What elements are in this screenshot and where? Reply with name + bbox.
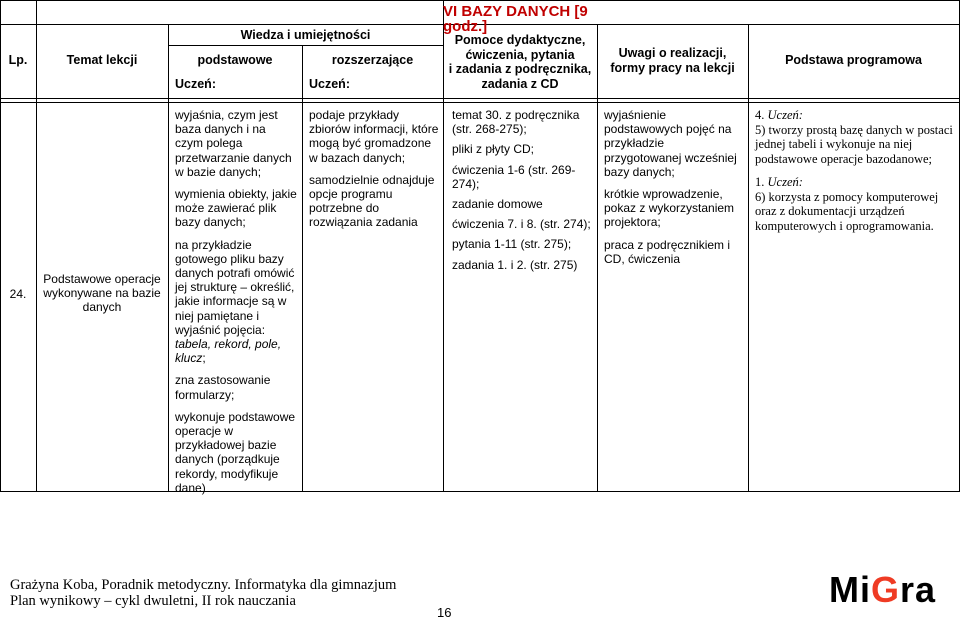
col-header-remarks — [597, 46, 748, 76]
curriculum-student: Uczeń: — [767, 175, 803, 189]
aids-item: zadanie domowe — [452, 197, 543, 212]
basic-item: zna zastosowanie formularzy; — [175, 373, 271, 402]
extended-skills — [309, 108, 439, 238]
col-header-topic: Temat lekcji — [66, 53, 138, 67]
aids-line-2: ćwiczenia, pytania — [465, 47, 575, 62]
col-header-aids — [443, 33, 597, 91]
page-number: 16 — [437, 605, 452, 620]
basic-item: wykonuje podstawowe operacje w przykładowej bazie danych (porządkuje rekordy, modyfikuje dane) — [175, 409, 296, 495]
aids-line-3: i zadania z podręcznika, — [448, 62, 592, 76]
curriculum-basis — [755, 108, 955, 242]
remarks-item: krótkie wprowadzenie, pokaz z wykorzystaniem projektora; — [604, 187, 735, 230]
aids-line-4: zadania z CD — [481, 76, 559, 91]
extended-item: podaje przykłady zbiorów informacji, które mogą być gromadzone w bazach danych; — [309, 108, 439, 165]
remarks-item: praca z podręcznikiem i CD, ćwiczenia — [604, 237, 731, 266]
teaching-aids — [452, 108, 592, 278]
row-number: 24. — [9, 287, 27, 301]
remarks-line-1: Uwagi o realizacji, — [618, 46, 727, 60]
lesson-remarks — [604, 108, 744, 274]
row-topic: Podstawowe operacje wykonywane na bazie danych — [43, 272, 161, 315]
footer-author: Grażyna Koba, Poradnik metodyczny. Informatyka dla gimnazjum — [10, 577, 397, 593]
section-title: VI BAZY DANYCH [9 godz.] — [443, 3, 588, 35]
aids-line-1: Pomoce dydaktyczne, — [454, 33, 586, 47]
basic-item: wyjaśnia, czym jest baza danych i na czym polega przetwarzanie danych w bazie danych; — [175, 108, 292, 179]
footer-plan: Plan wynikowy – cykl dwuletni, II rok nauczania — [10, 593, 296, 609]
student-label-extended: Uczeń: — [309, 77, 350, 91]
italic-terms: tabela, rekord, pole, klucz — [175, 337, 282, 366]
extended-item: samodzielnie odnajduje opcje programu potrzebne do rozwiązania zadania — [309, 172, 435, 230]
col-header-knowledge: Wiedza i umiejętności — [240, 28, 371, 42]
curriculum-item: 4. Uczeń: 5) tworzy prostą bazę danych w postaci jednej tabeli i wykonuje na niej podstawowe operacje bazodanowe; — [755, 108, 953, 166]
col-header-extended: rozszerzające — [331, 53, 414, 67]
curriculum-item: 1. Uczeń: 6) korzysta z pomocy komputerowej oraz z dokumentacji urządzeń komputerowych i oprogramowania. — [755, 175, 939, 233]
remarks-line-2: formy pracy na lekcji — [610, 61, 735, 75]
student-label-basic: Uczeń: — [175, 77, 216, 91]
aids-item: ćwiczenia 1-6 (str. 269-274); — [452, 162, 576, 191]
basic-skills — [175, 108, 297, 503]
migra-logo: MiGra — [829, 569, 937, 610]
basic-item-structure: na przykładzie gotowego pliku bazy danych potrafi omówić jej strukturę – określić, jakie informacje są w niej pamiętane i wyjaśnić pojęcia: tabela, rekord, pole, klucz; — [175, 237, 295, 366]
remarks-item: wyjaśnienie podstawowych pojęć na przykładzie przygotowanej wcześniej bazy danych; — [604, 108, 737, 179]
aids-item: pliki z płyty CD; — [452, 142, 535, 157]
col-header-curriculum: Podstawa programowa — [785, 53, 922, 67]
aids-item: zadania 1. i 2. (str. 275) — [452, 257, 578, 272]
basic-item: wymienia obiekty, jakie może zawierać plik bazy danych; — [175, 187, 297, 230]
col-header-lp: Lp. — [8, 53, 28, 67]
aids-item: ćwiczenia 7. i 8. (str. 274); — [452, 217, 591, 232]
curriculum-student: Uczeń: — [767, 108, 803, 122]
aids-item: temat 30. z podręcznika (str. 268-275); — [452, 108, 580, 137]
col-header-basic: podstawowe — [197, 53, 273, 67]
aids-item: pytania 1-11 (str. 275); — [452, 237, 572, 252]
